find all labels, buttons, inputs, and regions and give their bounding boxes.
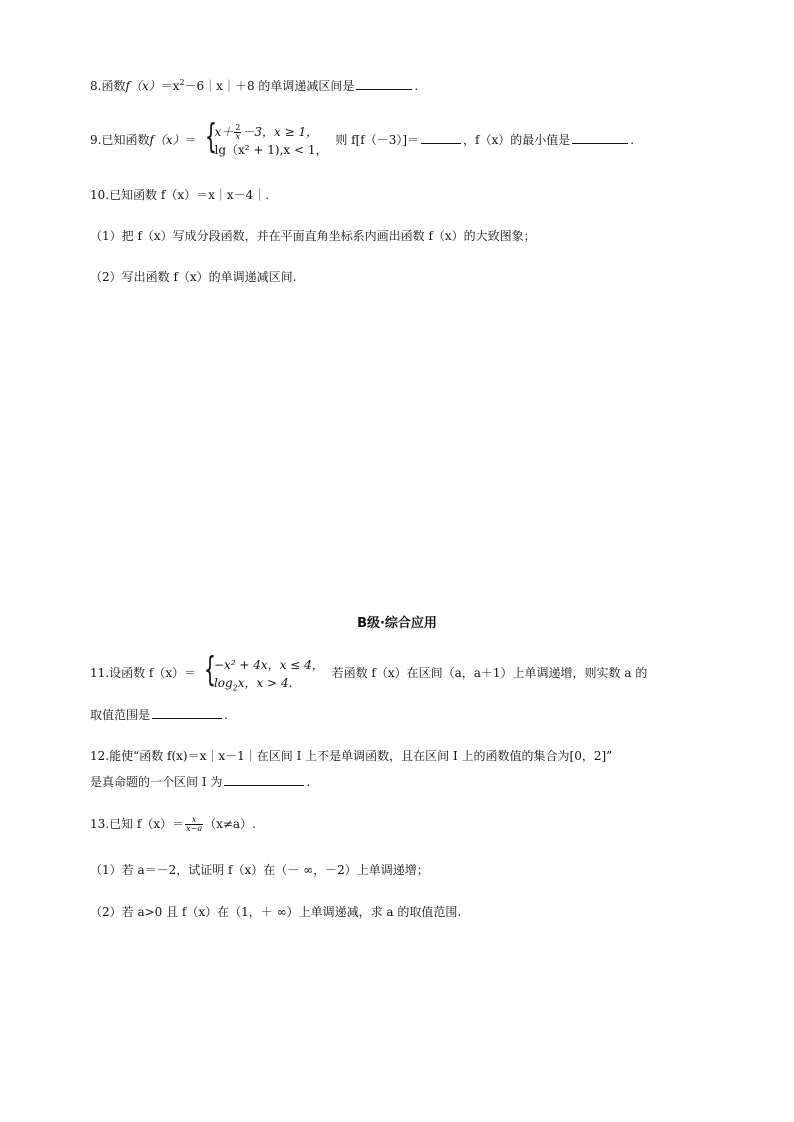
q9-piecewise [204,116,328,159]
question-10-part-1: （1）把 f（x）写成分段函数，并在平面直角坐标系内画出函数 f（x）的大致图象； [90,229,536,243]
q8-prefix: 8.函数 [90,79,126,93]
question-12-line-2 [90,773,310,791]
answer-blank[interactable] [224,773,304,786]
question-13-part-2: （2）若 a>0 且 f（x）在（1，＋ ∞）上单调递减，求 a 的取值范围. [90,905,462,919]
q8-fx: f（x） [125,79,161,93]
q9-after-2: ，f（x）的最小值是 [463,133,571,147]
q9-fraction: $\frac{2}{x}$ [235,122,241,141]
question-13-part-1: （1）若 a＝－2，试证明 f（x）在（－ ∞，－2）上单调递增； [90,863,429,877]
left-brace-icon: { [204,116,217,157]
q11-end: . [224,708,228,722]
q12-end: . [306,775,311,789]
q13-prefix: 13.已知 f（x）＝ [90,817,185,831]
answer-blank[interactable] [356,77,412,90]
answer-blank[interactable] [572,131,628,144]
q9-end: . [630,133,635,147]
q8-end: . [414,79,419,93]
q8-mid: ＝x [160,79,180,93]
q9-case-1: x＋ $\frac{2}{x}$ －3，x ≥ 1， [214,122,319,141]
question-8 [90,77,418,95]
answer-blank[interactable] [421,131,461,144]
question-10-part-2: （2）写出函数 f（x）的单调递减区间. [90,270,297,284]
question-9 [90,116,635,159]
left-brace-icon: { [203,649,216,690]
q11-after: 若函数 f（x）在区间（a，a＋1）上单调递增，则实数 a 的 [331,666,648,680]
q11-piecewise [203,649,324,692]
q11-prefix: 11.设函数 f（x）＝ [90,666,197,680]
q9-case-2: lg（x² + 1),x < 1， [214,142,328,157]
q13-suffix: （x≠a）. [204,817,256,831]
question-11 [90,649,648,692]
question-11-line-2 [90,706,228,724]
q9-eq: ＝ [184,133,197,147]
q8-exp: 2 [179,78,185,87]
answer-blank[interactable] [152,706,222,719]
q13-fraction: $\frac{x}{x-a}$ [186,815,203,833]
q11-case-1: −x² + 4x，x ≤ 4， [213,657,324,672]
q8-rest: －6｜x｜＋8 的单调递减区间是 [184,79,355,93]
q9-prefix: 9.已知函数 [90,133,150,147]
section-heading: B级·综合应用 [357,616,437,631]
question-10-title: 10.已知函数 f（x）＝x｜x－4｜. [90,188,270,202]
q11-line2: 取值范围是 [90,708,151,722]
q9-after-1: 则 f[f（－3）]＝ [335,133,420,147]
q11-case-2: $\log_2x$，x > 4. [213,675,293,692]
q12-line2: 是真命题的一个区间 I 为 [90,775,223,789]
question-12-line-1: 12.能使“函数 f(x)＝x｜x－1｜在区间 I 上不是单调函数，且在区间 I 上的函数值的集合为[0，2]” [90,749,613,763]
question-13-title [90,815,256,833]
q9-fx: f（x） [149,133,185,147]
